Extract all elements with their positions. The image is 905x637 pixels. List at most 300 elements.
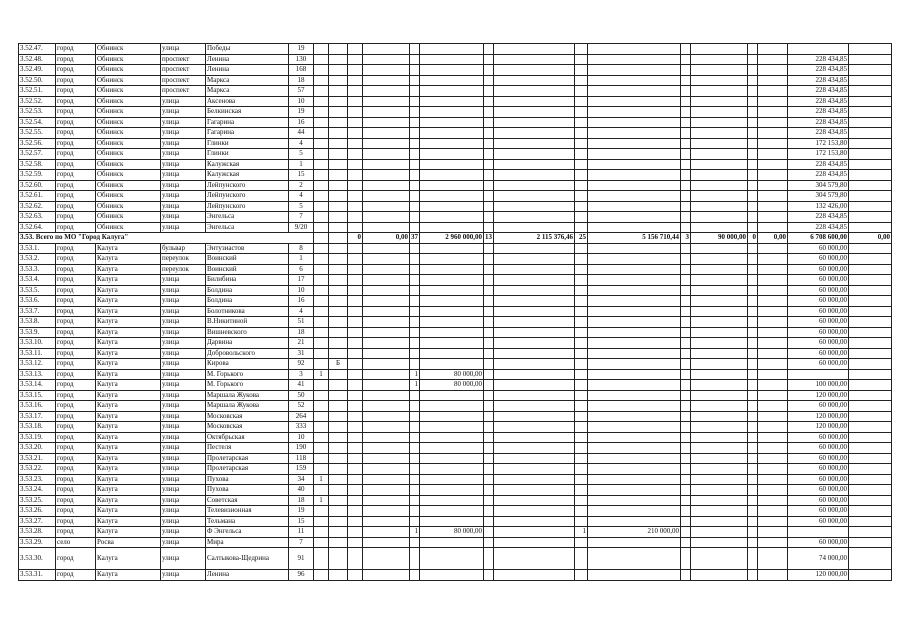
street-name: Маркса — [206, 75, 289, 86]
count-6 — [748, 527, 758, 538]
street-type: улица — [161, 506, 206, 517]
count-4 — [575, 537, 588, 548]
sum-2 — [420, 338, 484, 349]
settlement-name: Калуга — [96, 317, 161, 328]
count-5 — [681, 548, 691, 570]
street-type: переулок — [161, 254, 206, 265]
count-6 — [748, 369, 758, 380]
sum-3 — [494, 359, 575, 370]
sum-3 — [494, 212, 575, 223]
sum-6 — [758, 117, 788, 128]
street-name: Энтузиастов — [206, 243, 289, 254]
settlement-name: Калуга — [96, 338, 161, 349]
settlement-name: Калуга — [96, 495, 161, 506]
street-name: Московская — [206, 411, 289, 422]
sum-1 — [363, 327, 410, 338]
sum-5 — [691, 180, 748, 191]
row-number: 3.53.13. — [19, 369, 56, 380]
count-2 — [410, 453, 420, 464]
count-2 — [410, 390, 420, 401]
count-2 — [410, 191, 420, 202]
settlement-name: Калуга — [96, 516, 161, 527]
settlement-type: город — [56, 485, 96, 496]
count-4 — [575, 485, 588, 496]
sum-5 — [691, 422, 748, 433]
row-number: 3.52.53. — [19, 107, 56, 118]
sum-6 — [758, 212, 788, 223]
count-5 — [681, 149, 691, 160]
sum-2 — [420, 443, 484, 454]
table-row — [19, 264, 892, 275]
sum-2 — [420, 453, 484, 464]
settlement-name: Обнинск — [96, 201, 161, 212]
count-6 — [748, 390, 758, 401]
street-type: улица — [161, 159, 206, 170]
street-name: М. Горького — [206, 380, 289, 391]
table-row — [19, 338, 892, 349]
sum-2 — [420, 495, 484, 506]
count-6 — [748, 159, 758, 170]
sum-3 — [494, 527, 575, 538]
sum-4 — [588, 453, 681, 464]
mark-1 — [314, 170, 329, 181]
street-type: улица — [161, 527, 206, 538]
count-4 — [575, 44, 588, 55]
count-4 — [575, 348, 588, 359]
settlement-name: Обнинск — [96, 170, 161, 181]
count-4 — [575, 264, 588, 275]
sum-5 — [691, 243, 748, 254]
sum-6 — [758, 138, 788, 149]
table-row — [19, 422, 892, 433]
count-5 — [681, 96, 691, 107]
settlement-name: Калуга — [96, 464, 161, 475]
sum-5 — [691, 212, 748, 223]
sum-4 — [588, 128, 681, 139]
settlement-type: город — [56, 138, 96, 149]
sum-5 — [691, 548, 748, 570]
mark-2 — [329, 138, 348, 149]
mark-1 — [314, 537, 329, 548]
sum-4 — [588, 222, 681, 233]
sum-3 — [494, 317, 575, 328]
row-number: 3.53.28. — [19, 527, 56, 538]
count-6 — [748, 75, 758, 86]
sum-1 — [363, 128, 410, 139]
count-2 — [410, 495, 420, 506]
sum-6 — [758, 149, 788, 160]
cell-extra — [849, 191, 892, 202]
sum-3 — [494, 369, 575, 380]
count-3 — [484, 117, 494, 128]
row-value: 60 000,00 — [788, 401, 849, 412]
house-number: 21 — [289, 338, 314, 349]
mark-2 — [329, 264, 348, 275]
settlement-name: Калуга — [96, 264, 161, 275]
count-5 — [681, 170, 691, 181]
count-6 — [748, 495, 758, 506]
count-4 — [575, 443, 588, 454]
street-name: Аксенова — [206, 96, 289, 107]
sum-1 — [363, 453, 410, 464]
table-row — [19, 516, 892, 527]
street-type: улица — [161, 107, 206, 118]
mark-1 — [314, 401, 329, 412]
street-name: В.Никитиной — [206, 317, 289, 328]
house-number: 10 — [289, 96, 314, 107]
sum-3 — [494, 54, 575, 65]
street-type: улица — [161, 369, 206, 380]
cell-extra — [849, 453, 892, 464]
table-row — [19, 306, 892, 317]
sum-6 — [758, 453, 788, 464]
count-1 — [348, 296, 363, 307]
total-count-3: 13 — [485, 233, 492, 242]
sum-6 — [758, 474, 788, 485]
count-3 — [484, 327, 494, 338]
street-name: Калужская — [206, 159, 289, 170]
count-3 — [484, 432, 494, 443]
count-3 — [484, 159, 494, 170]
sum-2 — [420, 327, 484, 338]
sum-5 — [691, 222, 748, 233]
sum-6 — [758, 570, 788, 581]
row-number: 3.53.27. — [19, 516, 56, 527]
count-6 — [748, 485, 758, 496]
table-row — [19, 138, 892, 149]
row-value: 60 000,00 — [788, 432, 849, 443]
cell-extra — [849, 327, 892, 338]
sum-1 — [363, 243, 410, 254]
sum-1 — [363, 149, 410, 160]
cell-extra — [849, 44, 892, 55]
settlement-type: город — [56, 243, 96, 254]
sum-5 — [691, 296, 748, 307]
sum-6 — [758, 75, 788, 86]
count-1 — [348, 44, 363, 55]
count-5 — [681, 201, 691, 212]
mark-2 — [329, 516, 348, 527]
street-type: проспект — [161, 54, 206, 65]
row-number: 3.53.2. — [19, 254, 56, 265]
settlement-name: Обнинск — [96, 54, 161, 65]
total-extra: 0,00 — [849, 233, 892, 244]
count-3 — [484, 527, 494, 538]
sum-2 — [420, 75, 484, 86]
settlement-type: город — [56, 54, 96, 65]
count-6 — [748, 96, 758, 107]
count-1 — [348, 432, 363, 443]
row-value: 60 000,00 — [788, 537, 849, 548]
sum-6 — [758, 201, 788, 212]
street-type: проспект — [161, 65, 206, 76]
count-4 — [575, 285, 588, 296]
row-value: 60 000,00 — [788, 254, 849, 265]
house-number: 11 — [289, 527, 314, 538]
sum-2 — [420, 243, 484, 254]
house-number: 16 — [289, 117, 314, 128]
mark-2 — [329, 327, 348, 338]
count-3 — [484, 275, 494, 286]
settlement-type: город — [56, 180, 96, 191]
sum-2 — [420, 128, 484, 139]
mark-2 — [329, 296, 348, 307]
count-1 — [348, 128, 363, 139]
sum-3 — [494, 506, 575, 517]
house-number: 6 — [289, 264, 314, 275]
count-2 — [410, 180, 420, 191]
sum-2 — [420, 359, 484, 370]
cell-extra — [849, 474, 892, 485]
sum-5 — [691, 464, 748, 475]
sum-1 — [363, 537, 410, 548]
sum-4 — [588, 75, 681, 86]
count-2 — [410, 570, 420, 581]
table-row — [19, 117, 892, 128]
count-1 — [348, 138, 363, 149]
row-number: 3.53.18. — [19, 422, 56, 433]
row-value: 228 434,85 — [788, 96, 849, 107]
mark-2 — [329, 212, 348, 223]
sum-5 — [691, 317, 748, 328]
count-3 — [484, 65, 494, 76]
row-number: 3.52.62. — [19, 201, 56, 212]
mark-1 — [314, 348, 329, 359]
count-4 — [575, 191, 588, 202]
sum-4 — [588, 548, 681, 570]
street-type: улица — [161, 212, 206, 223]
row-value: 60 000,00 — [788, 327, 849, 338]
count-4 — [575, 422, 588, 433]
count-4 — [575, 86, 588, 97]
sum-1 — [363, 117, 410, 128]
sum-5 — [691, 65, 748, 76]
mark-1 — [314, 96, 329, 107]
settlement-name: Калуга — [96, 348, 161, 359]
settlement-name: Обнинск — [96, 75, 161, 86]
settlement-type: город — [56, 212, 96, 223]
street-type: улица — [161, 432, 206, 443]
mark-2 — [329, 527, 348, 538]
count-2 — [410, 506, 420, 517]
sum-6 — [758, 285, 788, 296]
count-2 — [410, 338, 420, 349]
street-name: Кирова — [206, 359, 289, 370]
table-row — [19, 369, 892, 380]
table-body — [19, 44, 892, 581]
sum-5 — [691, 275, 748, 286]
count-5 — [681, 212, 691, 223]
settlement-type: город — [56, 348, 96, 359]
settlement-name: Калуга — [96, 254, 161, 265]
cell-extra — [849, 117, 892, 128]
row-number: 3.52.58. — [19, 159, 56, 170]
count-2 — [410, 159, 420, 170]
count-3 — [484, 380, 494, 391]
count-6 — [748, 275, 758, 286]
settlement-name: Калуга — [96, 401, 161, 412]
cell-extra — [849, 212, 892, 223]
sum-4 — [588, 170, 681, 181]
street-type: улица — [161, 149, 206, 160]
count-6 — [748, 306, 758, 317]
count-4 — [575, 570, 588, 581]
settlement-name: Обнинск — [96, 138, 161, 149]
count-3 — [484, 191, 494, 202]
cell-extra — [849, 401, 892, 412]
total-value: 6 708 600,00 — [788, 233, 849, 244]
mark-1 — [314, 443, 329, 454]
table-row — [19, 327, 892, 338]
table-row — [19, 128, 892, 139]
count-5 — [681, 65, 691, 76]
count-6 — [748, 506, 758, 517]
mark-1 — [314, 506, 329, 517]
sum-3 — [494, 474, 575, 485]
row-value: 228 434,85 — [788, 222, 849, 233]
mark-1 — [314, 570, 329, 581]
count-4 — [575, 464, 588, 475]
sum-1 — [363, 380, 410, 391]
count-3 — [484, 422, 494, 433]
street-type: бульвар — [161, 243, 206, 254]
count-1 — [348, 453, 363, 464]
settlement-type: город — [56, 453, 96, 464]
count-4 — [575, 107, 588, 118]
sum-5 — [691, 369, 748, 380]
row-number: 3.53.21. — [19, 453, 56, 464]
settlement-type: город — [56, 75, 96, 86]
count-3 — [484, 170, 494, 181]
sum-3 — [494, 65, 575, 76]
street-name: Пухова — [206, 474, 289, 485]
count-3 — [484, 570, 494, 581]
count-2 — [410, 107, 420, 118]
count-2 — [410, 537, 420, 548]
count-2 — [410, 432, 420, 443]
sum-3 — [494, 401, 575, 412]
mark-1: 1 — [314, 369, 329, 380]
mark-2 — [329, 44, 348, 55]
settlement-type: город — [56, 570, 96, 581]
settlement-name: Калуга — [96, 411, 161, 422]
cell-empty — [329, 233, 348, 244]
street-type: улица — [161, 96, 206, 107]
sum-5 — [691, 401, 748, 412]
sum-3 — [494, 390, 575, 401]
sum-1 — [363, 495, 410, 506]
sum-5 — [691, 411, 748, 422]
sum-1 — [363, 107, 410, 118]
sum-4 — [588, 296, 681, 307]
row-number: 3.52.61. — [19, 191, 56, 202]
sum-6 — [758, 243, 788, 254]
count-5 — [681, 380, 691, 391]
table-row — [19, 537, 892, 548]
settlement-type: город — [56, 65, 96, 76]
cell-extra — [849, 359, 892, 370]
sum-2 — [420, 191, 484, 202]
mark-2 — [329, 243, 348, 254]
row-value: 60 000,00 — [788, 348, 849, 359]
mark-1 — [314, 243, 329, 254]
count-2 — [410, 117, 420, 128]
sum-1 — [363, 464, 410, 475]
sum-5 — [691, 201, 748, 212]
mark-2 — [329, 96, 348, 107]
count-2 — [410, 327, 420, 338]
sum-2 — [420, 506, 484, 517]
sum-2 — [420, 44, 484, 55]
settlement-name: Калуга — [96, 369, 161, 380]
count-1 — [348, 390, 363, 401]
count-5 — [681, 474, 691, 485]
street-name: Ленина — [206, 54, 289, 65]
street-type: улица — [161, 348, 206, 359]
sum-5 — [691, 359, 748, 370]
house-number: 7 — [289, 537, 314, 548]
sum-5 — [691, 191, 748, 202]
count-5 — [681, 44, 691, 55]
total-count-5: 3 — [681, 233, 691, 244]
sum-4 — [588, 495, 681, 506]
mark-1: 1 — [314, 474, 329, 485]
row-value: 228 434,85 — [788, 65, 849, 76]
sum-3 — [494, 411, 575, 422]
row-number: 3.52.52. — [19, 96, 56, 107]
count-4 — [575, 317, 588, 328]
street-type: улица — [161, 380, 206, 391]
street-name: Ф Энгельса — [206, 527, 289, 538]
sum-6 — [758, 432, 788, 443]
count-5 — [681, 159, 691, 170]
street-name: Пролетарская — [206, 453, 289, 464]
cell-extra — [849, 180, 892, 191]
count-2 — [410, 411, 420, 422]
table-row — [19, 548, 892, 570]
mark-1 — [314, 65, 329, 76]
row-number: 3.52.59. — [19, 170, 56, 181]
count-2 — [410, 138, 420, 149]
total-count-6: 0 — [748, 233, 758, 244]
row-number: 3.52.57. — [19, 149, 56, 160]
count-3 — [484, 222, 494, 233]
count-6 — [748, 264, 758, 275]
mark-2 — [329, 401, 348, 412]
settlement-type: город — [56, 170, 96, 181]
table-row — [19, 474, 892, 485]
mark-2 — [329, 432, 348, 443]
mark-2 — [329, 464, 348, 475]
street-type: улица — [161, 411, 206, 422]
house-number: 5 — [289, 201, 314, 212]
count-3 — [484, 485, 494, 496]
mark-2 — [329, 422, 348, 433]
row-value: 132 426,00 — [788, 201, 849, 212]
cell-extra — [849, 348, 892, 359]
cell-extra — [849, 516, 892, 527]
count-5 — [681, 285, 691, 296]
house-number: 19 — [289, 506, 314, 517]
street-name: Гагарина — [206, 117, 289, 128]
sum-2 — [420, 117, 484, 128]
count-4 — [575, 432, 588, 443]
count-5 — [681, 369, 691, 380]
sum-6 — [758, 275, 788, 286]
table-row — [19, 380, 892, 391]
cell-extra — [849, 264, 892, 275]
table-row — [19, 453, 892, 464]
